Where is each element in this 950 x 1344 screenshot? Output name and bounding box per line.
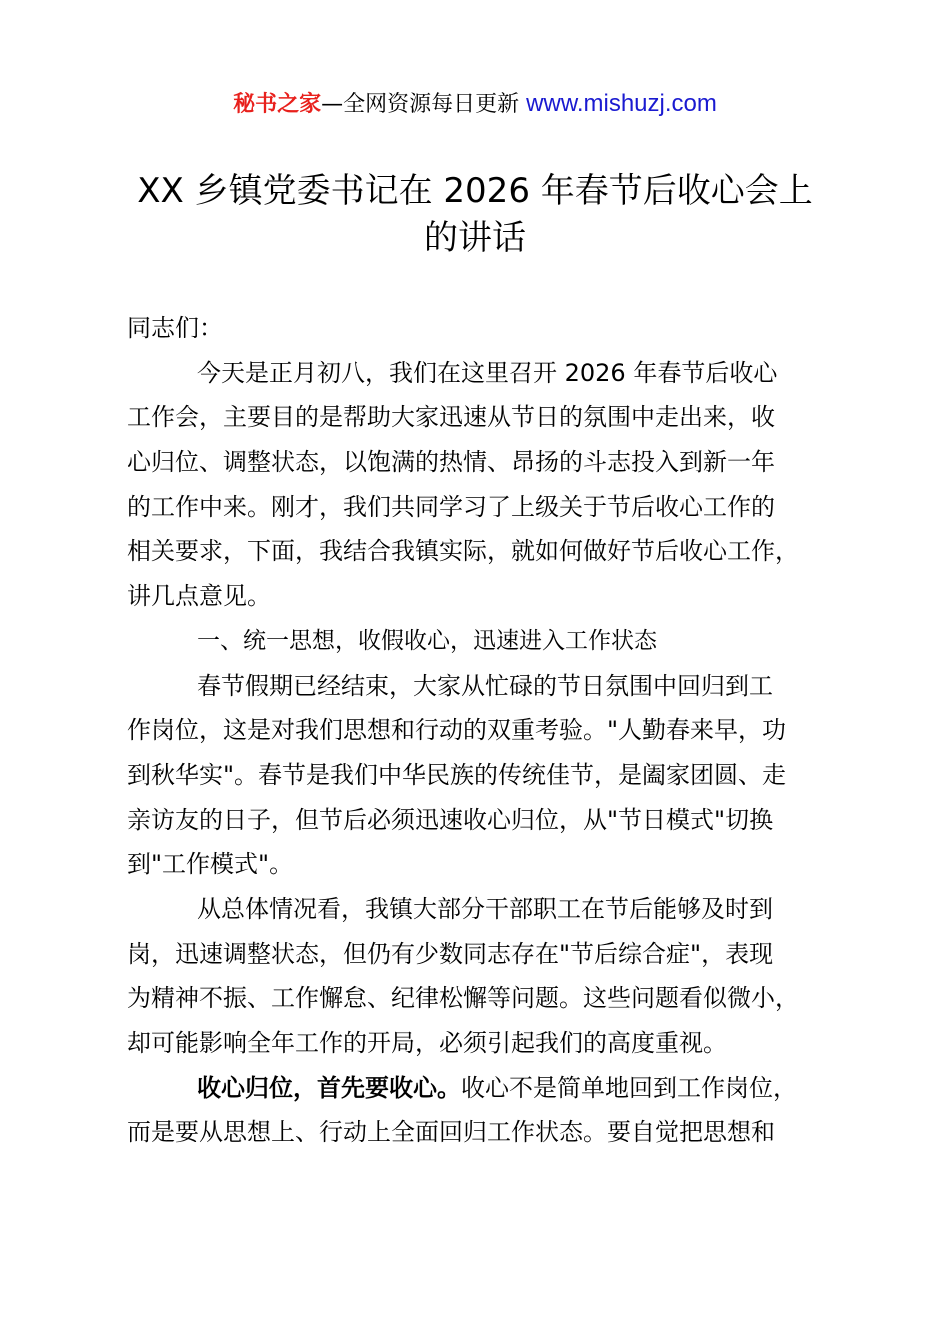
text-span: 收心不是简单地回到工作岗位， bbox=[461, 1073, 797, 1102]
text-line: 工作会，主要目的是帮助大家迅速从节日的氛围中走出来，收 bbox=[127, 403, 775, 432]
banner-brand: 秘书之家 bbox=[233, 92, 322, 117]
salutation: 同志们： bbox=[127, 314, 223, 342]
text-line: 春节假期已经结束，大家从忙碌的节日氛围中回归到工 bbox=[197, 671, 773, 700]
banner-url-link[interactable]: www.mishuzj.com bbox=[526, 90, 717, 117]
document-title bbox=[100, 168, 850, 262]
text-line: 作岗位，这是对我们思想和行动的双重考验。"人勤春来早，功 bbox=[127, 716, 787, 745]
paragraph bbox=[127, 664, 867, 887]
section-heading: 一、统一思想，收假收心，迅速进入工作状态 bbox=[197, 627, 657, 654]
text-line bbox=[127, 1066, 867, 1111]
paragraph bbox=[127, 887, 867, 1066]
text-line: 亲访友的日子，但节后必须迅速收心归位，从"节日模式"切换 bbox=[127, 805, 774, 834]
text-line: 到"工作模式"。 bbox=[127, 850, 294, 879]
bold-lead: 收心归位，首先要收心。 bbox=[197, 1073, 461, 1102]
text-line: 相关要求，下面，我结合我镇实际，就如何做好节后收心工作， bbox=[127, 537, 799, 566]
banner-slogan: —全网资源每日更新 bbox=[321, 92, 527, 117]
text-line: 却可能影响全年工作的开局，必须引起我们的高度重视。 bbox=[127, 1029, 727, 1057]
site-banner bbox=[0, 88, 950, 121]
text-line: 今天是正月初八，我们在这里召开 2026 年春节后收心 bbox=[197, 358, 778, 387]
title-line: 的讲话 bbox=[424, 218, 526, 258]
document-body bbox=[127, 306, 867, 1155]
text-line: 为精神不振、工作懈怠、纪律松懈等问题。这些问题看似微小， bbox=[127, 984, 799, 1013]
text-line: 从总体情况看，我镇大部分干部职工在节后能够及时到 bbox=[197, 894, 773, 923]
text-line: 讲几点意见。 bbox=[127, 582, 271, 611]
title-line: XX 乡镇党委书记在 2026 年春节后收心会上 bbox=[137, 171, 813, 211]
paragraph bbox=[127, 1066, 867, 1155]
text-line: 而是要从思想上、行动上全面回归工作状态。要自觉把思想和 bbox=[127, 1118, 775, 1147]
text-line: 岗，迅速调整状态，但仍有少数同志存在"节后综合症"，表现 bbox=[127, 939, 774, 968]
text-line: 的工作中来。刚才，我们共同学习了上级关于节后收心工作的 bbox=[127, 492, 775, 521]
paragraph-intro bbox=[127, 351, 867, 619]
text-line: 心归位、调整状态，以饱满的热情、昂扬的斗志投入到新一年 bbox=[127, 448, 775, 477]
text-line: 到秋华实"。春节是我们中华民族的传统佳节，是阖家团圆、走 bbox=[127, 760, 787, 789]
